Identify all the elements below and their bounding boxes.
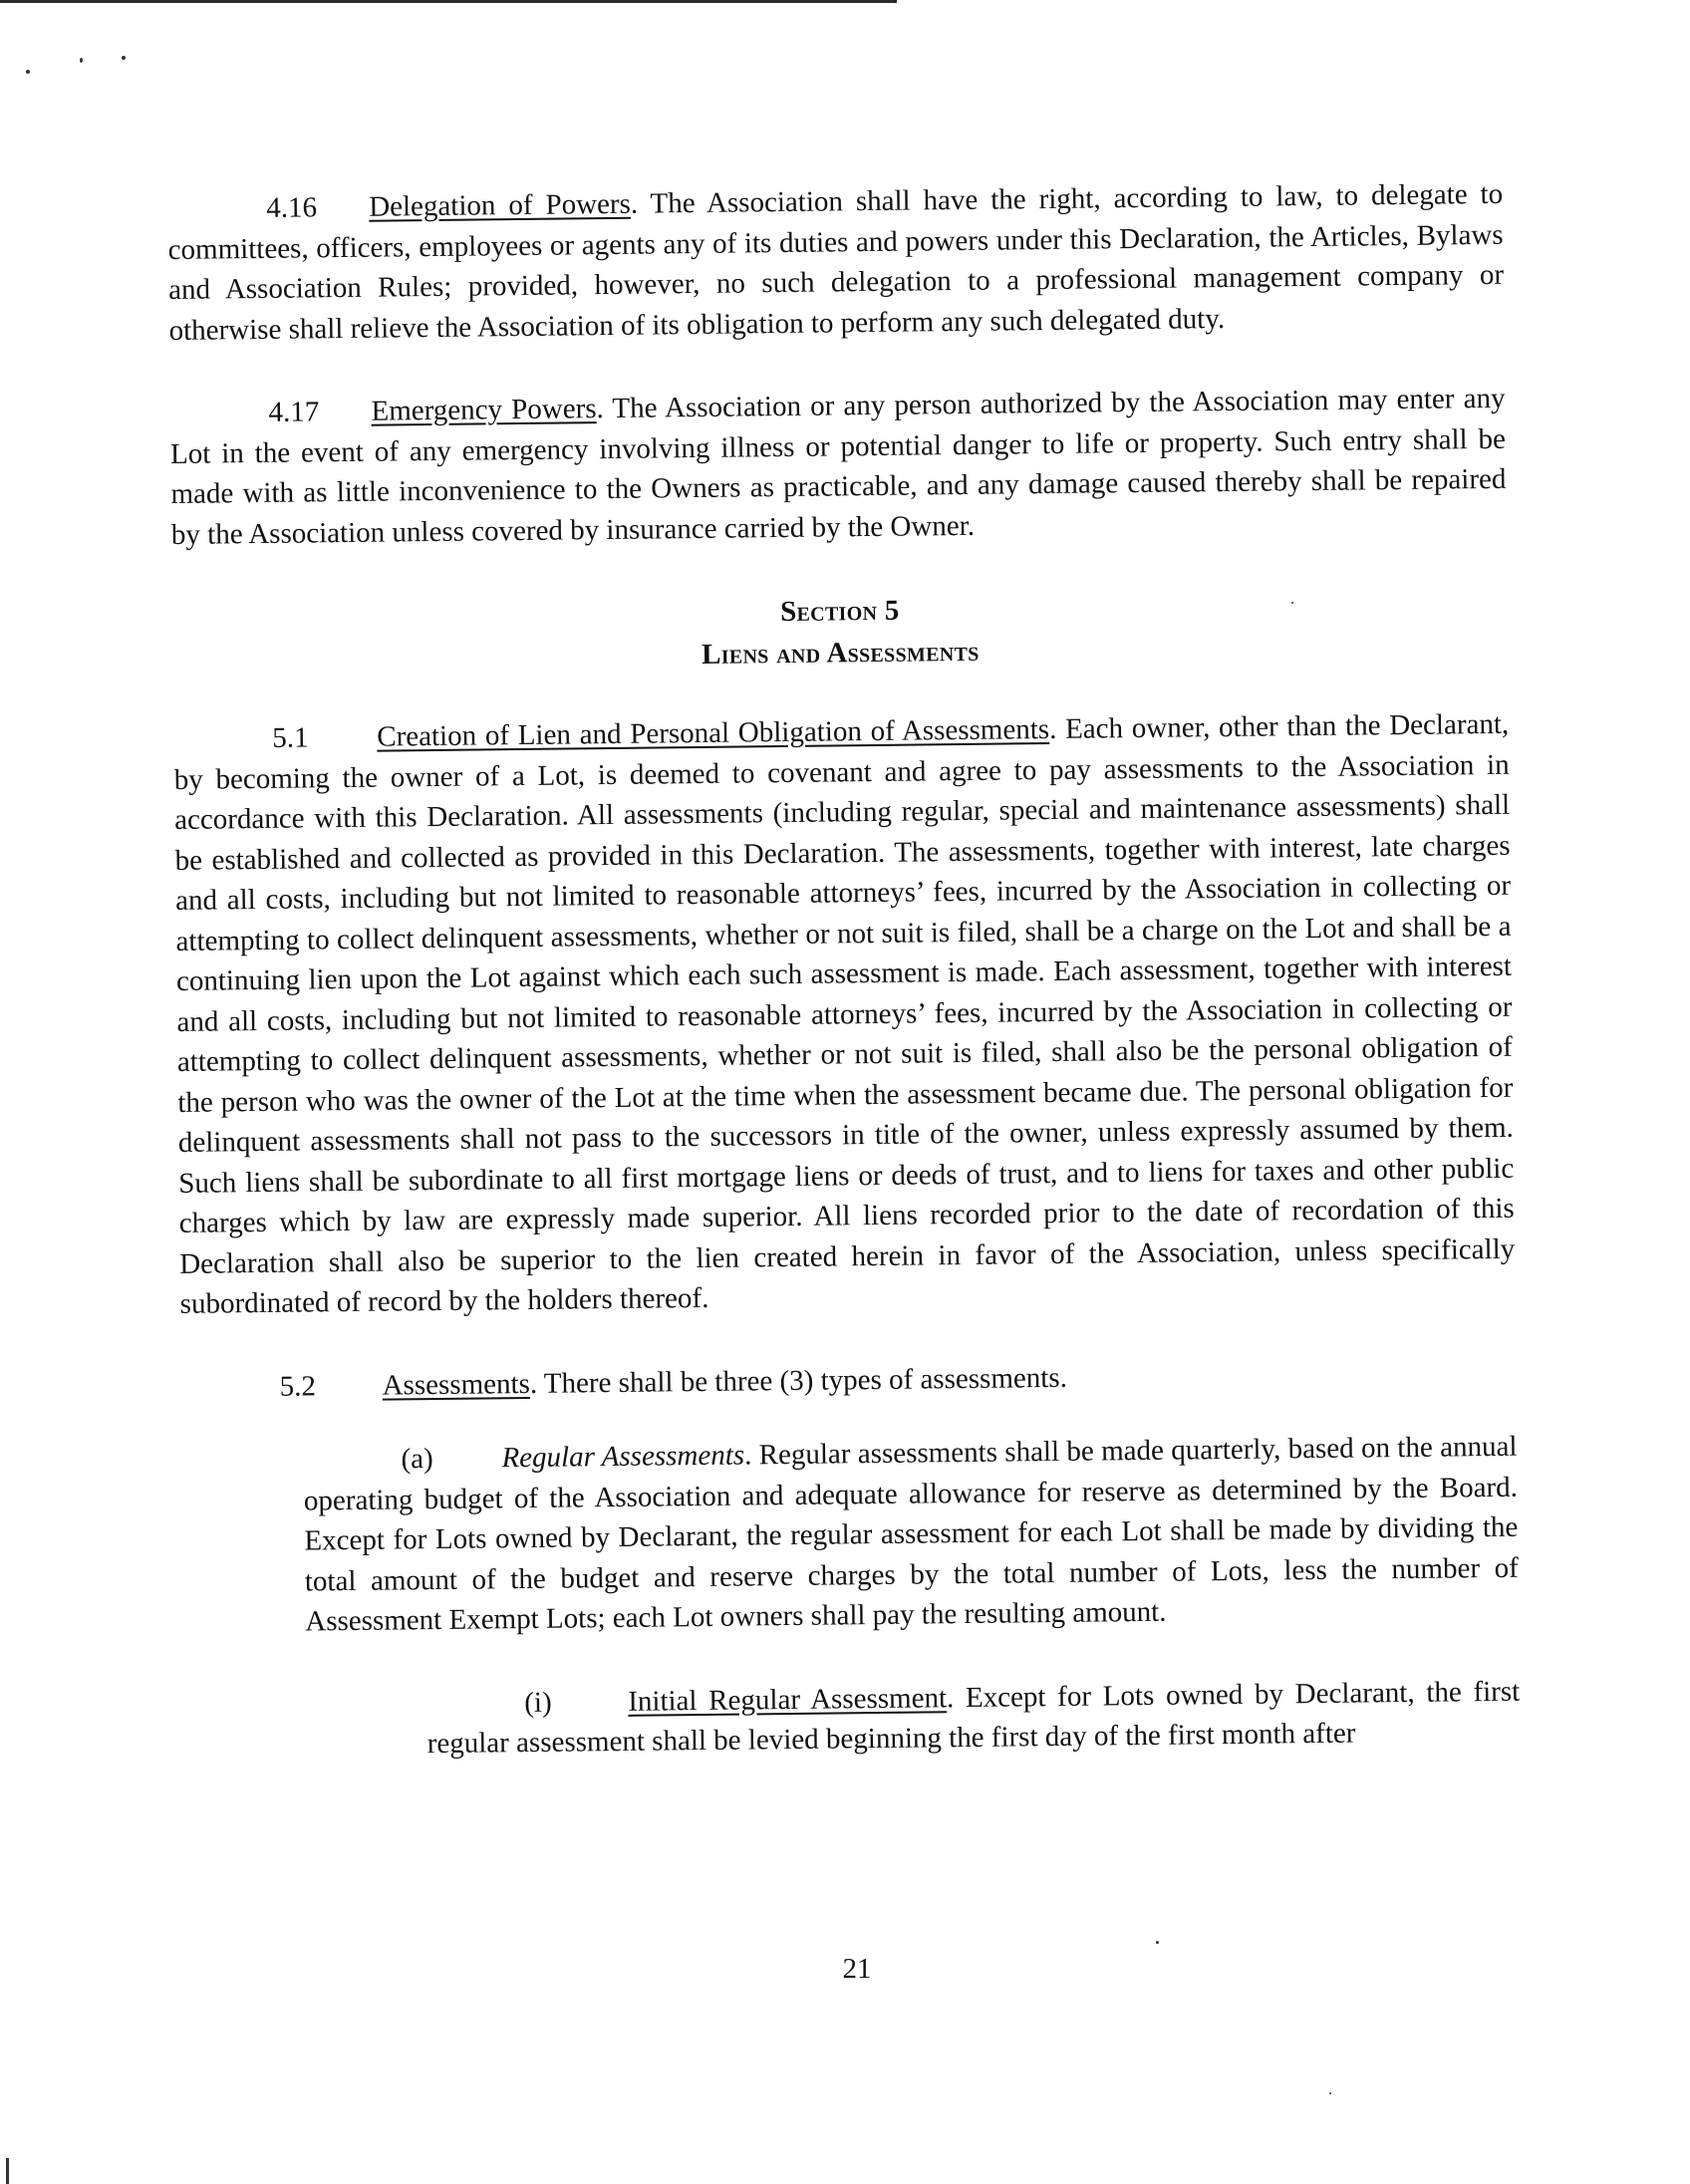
top-scan-edge [0, 0, 897, 3]
section-subtitle: Liens and Assessments [701, 635, 980, 671]
clause-body: . The Association or any person authorized by the Association may enter any Lot in the event of any emergency involving illness or potential danger to life or property. Such entry shall be made with as little inconvenience to the Owners as practicable, and any damage caused thereby shall be repaired by the Association unless covered by insurance carried by the Owner. [169, 382, 1507, 551]
clause-body: . There shall be three (3) types of assessments. [529, 1361, 1068, 1400]
clause-heading: Delegation of Powers [369, 187, 632, 223]
section-title: Section 5 [779, 594, 900, 629]
clause-number: (a) [401, 1443, 433, 1476]
clause-body: . Each owner, other than the Declarant, by becoming the owner of a Lot, is deemed to covenant and agree to pay assessments to the Association in accordance with this Declaration. All assessments (including regular, special and maintenance assessments) shall be established and collected as provided in this Declaration. The assessments, together with interest, late charges and all costs, including but not limited to reasonable attorneys’ fees, incurred by the Association in collecting or attempting to collect delinquent assessments, whether or not suit is filed, shall be a charge on the Lot and shall be a continuing lien upon the Lot against which each such assessment is made. Each assessment, together with interest and all costs, including but not limited to reasonable attorneys’ fees, incurred by the Association in collecting or attempting to collect delinquent assessments, whether or not suit is filed, shall also be the personal obligation of the person who was the owner of the Lot at the time when the assessment became due. The personal obligation for delinquent assessments shall not pass to the successors in title of the owner, unless expressly assumed by them. Such liens shall be subordinate to all first mortgage liens or deeds of trust, and to liens for taxes and other public charges which by law are expressly made superior. All liens recorded prior to the date of recordation of this Declaration shall also be superior to the lien created herein in favor of the Association, unless specifically subordinated of record by the holders thereof. [173, 707, 1516, 1320]
clause-number: (i) [524, 1686, 552, 1719]
clause-number: 4.17 [268, 396, 320, 428]
scan-speck [1329, 2092, 1331, 2094]
clause-number: 4.16 [266, 191, 318, 224]
scan-edge-mark [6, 2158, 9, 2184]
paragraph-4-17 [169, 379, 1507, 555]
clause-heading: Creation of Lien and Personal Obligation of Assessments [377, 712, 1050, 753]
scan-speck [122, 56, 126, 60]
clause-body: . The Association shall have the right, according to law, to delegate to committees, officers, employees or agents any of its duties and powers under this Declaration, the Articles, Bylaws and Association Rules; provided, however, no such delegation to a professional management company or otherwise shall relieve the Association of its obligation to perform any such delegated duty. [167, 177, 1505, 347]
clause-heading: Regular Assessments [501, 1439, 745, 1475]
section-heading [172, 583, 1509, 682]
paragraph-5-1 [173, 704, 1516, 1325]
scan-speck [1156, 1941, 1159, 1944]
clause-body: . Regular assessments shall be made quarterly, based on the annual operating budget of the Association and adequate allowance for reserve as determined by the Board. Except for Lots owned by Declarant, the regular assessment for each Lot shall be made by dividing the total amount of the budget and reserve charges by the total number of Lots, less the number of Assessment Exempt Lots; each Lot owners shall pay the resulting amount. [303, 1430, 1519, 1638]
scan-speck [80, 58, 83, 63]
scan-speck [26, 70, 30, 74]
clause-heading: Assessments [382, 1367, 531, 1402]
clause-number: 5.2 [279, 1369, 317, 1403]
page-number: 21 [842, 1953, 872, 1985]
paragraph-5-2-a [303, 1427, 1519, 1642]
clause-heading: Initial Regular Assessment [628, 1681, 948, 1718]
clause-number: 5.1 [272, 721, 309, 754]
document-page [167, 174, 1521, 1810]
paragraph-5-2-a-i [426, 1671, 1521, 1764]
clause-heading: Emergency Powers [371, 393, 597, 427]
clause-body: . Except for Lots owned by Declarant, the first regular assessment shall be levied beginning the first day of the first month after [426, 1675, 1521, 1761]
paragraph-5-2 [180, 1352, 1516, 1408]
paragraph-4-16 [167, 174, 1505, 351]
